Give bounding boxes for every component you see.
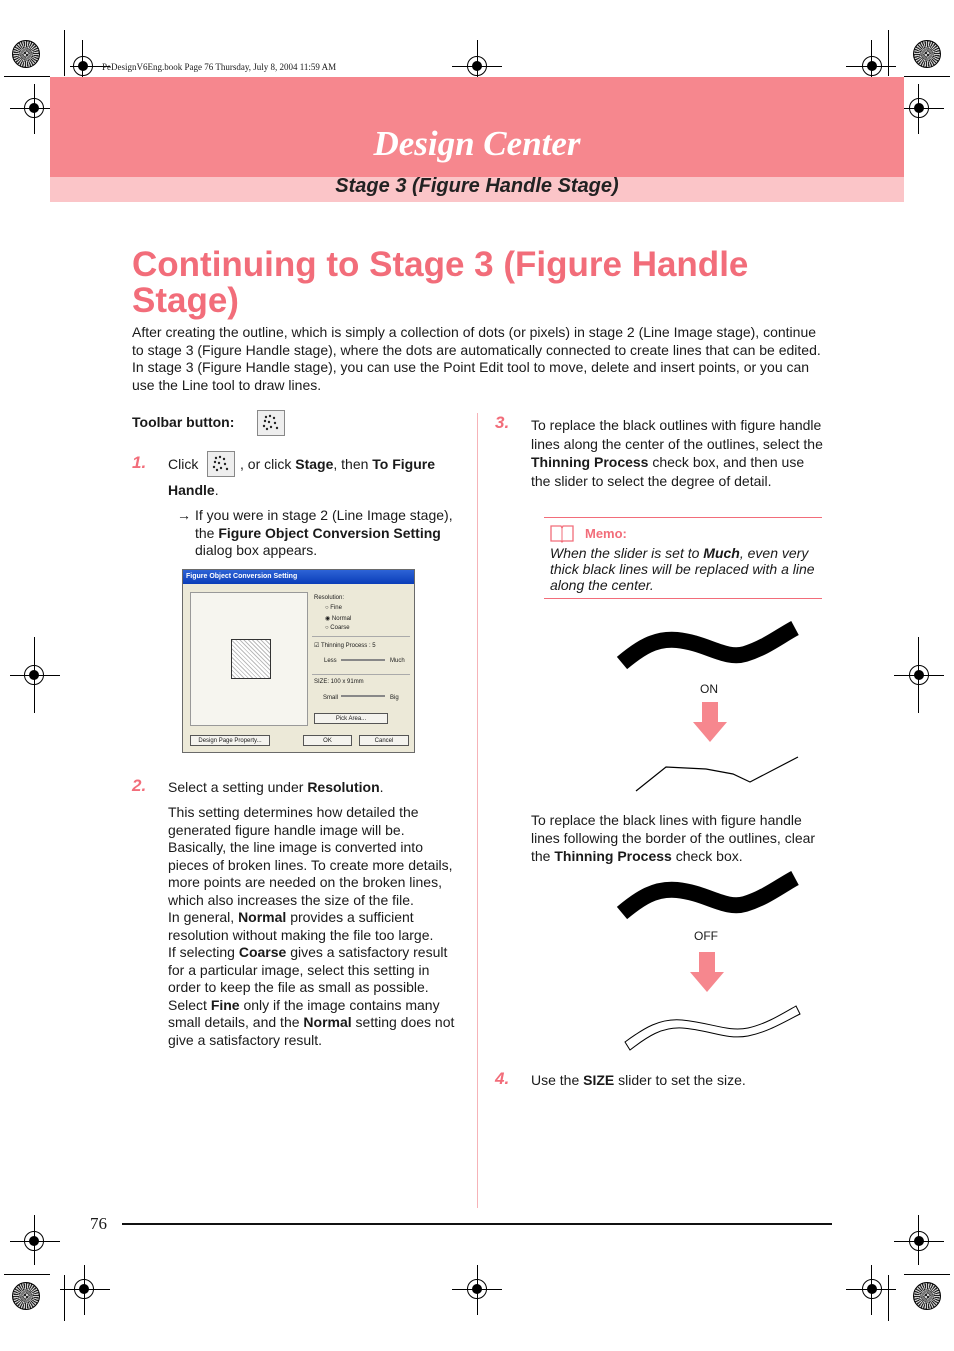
much-label: Much [390, 658, 405, 664]
step-1-text-line2: Handle. [168, 482, 219, 498]
page-number: 76 [90, 1214, 107, 1233]
step-4-text: Use the SIZE slider to set the size. [531, 1072, 746, 1088]
step-4-number: 4. [495, 1069, 510, 1088]
step-3-off-text: To replace the black lines with figure handle lines following the border of the outlines, clear the Thinning Process check box. [531, 812, 816, 864]
preview-thumbnail [231, 639, 271, 679]
thinning-process-checkbox[interactable]: ☑ Thinning Process : 5 [314, 643, 376, 649]
resolution-label: Resolution: [314, 595, 345, 601]
banner-subtitle: Stage 3 (Figure Handle Stage) [335, 175, 619, 197]
registration-rosette-bl [12, 1282, 40, 1310]
thinning-slider[interactable] [341, 659, 385, 661]
registration-rosette-tr [913, 40, 941, 68]
ok-button[interactable]: OK [303, 735, 352, 746]
small-label: Small [323, 695, 339, 701]
memo-bottom-rule [544, 598, 822, 599]
dialog-title: Figure Object Conversion Setting [183, 570, 414, 584]
radio-coarse[interactable]: ○ Coarse [325, 625, 350, 631]
step-2-number: 2. [132, 776, 147, 795]
column-divider [477, 413, 478, 1208]
intro-paragraph: After creating the outline, which is simply a collection of dots (or pixels) in stage 2 (Line Image stage), continue to stage 3 (Figure Handle stage), where the dots are automatically connected to create lines that can be edited. In stage 3 (Figure Handle stage), you can use the Point Edit tool to move, delete and insert points, or you can use the Line tool to draw lines. [132, 324, 821, 393]
step-2-text: Select a setting under Resolution. [168, 779, 384, 795]
thinned-line-illustration [633, 752, 803, 796]
figure-object-conversion-dialog [182, 569, 415, 753]
arrow-down-icon [690, 952, 724, 992]
dialog-preview-pane [190, 592, 308, 726]
banner-title: Design Center [373, 124, 581, 163]
step-2-para-4: Select Fine only if the image contains many small details, and the Normal setting does not give a satisfactory result. [168, 996, 455, 1048]
pick-area-button[interactable]: Pick Area... [314, 713, 388, 724]
file-header: PeDesignV6Eng.book Page 76 Thursday, July 8, 2004 11:59 AM [102, 62, 337, 72]
footer-rule [122, 1223, 832, 1225]
thick-stroke-illustration-on [615, 618, 801, 674]
outline-border-illustration [620, 1000, 802, 1056]
step-2-para-3: If selecting Coarse gives a satisfactory result for a particular image, select this setting in order to keep the file as small as possible. [168, 944, 448, 995]
less-label: Less [324, 658, 337, 664]
step-1-number: 1. [132, 453, 147, 472]
cancel-button[interactable]: Cancel [359, 735, 409, 746]
memo-text: When the slider is set to Much, even very thick black lines will be replaced with a line along the center. [550, 545, 815, 593]
step-2-explanation [168, 804, 460, 1049]
step-1-text: Click [168, 456, 199, 472]
radio-fine[interactable]: ○ Fine [325, 605, 342, 611]
memo-label: Memo: [585, 526, 627, 541]
size-label: SIZE: 100 x 91mm [314, 679, 364, 685]
step-1-subnote: If you were in stage 2 (Line Image stage), the Figure Object Conversion Setting dialog box appears. [195, 507, 453, 558]
page-title: Continuing to Stage 3 (Figure Handle Stage) [132, 245, 749, 320]
thick-stroke-illustration-off [615, 868, 801, 924]
design-page-property-button[interactable]: Design Page Property... [190, 735, 270, 746]
step-2-para-1: This setting determines how detailed the generated figure handle image will be. Basically, the line image is converted into pieces of broken lines. To create more details, more points are needed on the broken lines, which also increases the size of the file. [168, 804, 453, 908]
registration-rosette-tl [12, 40, 40, 68]
radio-normal[interactable]: ◉ Normal [325, 616, 352, 622]
step-1-text-cont: , or click Stage, then To Figure [240, 456, 436, 472]
toolbar-label: Toolbar button: [132, 414, 235, 430]
step-1-toolbar-icon[interactable] [207, 451, 235, 477]
dots-icon [211, 455, 231, 473]
arrow-down-icon [693, 702, 727, 742]
step-3-text: To replace the black outlines with figure handle lines along the center of the outlines, select the Thinning Process check box, and then use the slider to select the degree of detail. [531, 417, 823, 489]
dots-icon [261, 414, 281, 432]
off-label: OFF [694, 929, 718, 943]
step-3-number: 3. [495, 413, 510, 432]
figure-handle-toolbar-icon[interactable] [257, 410, 285, 436]
memo-top-rule [544, 517, 822, 518]
step-1-arrow: → [177, 507, 191, 523]
on-label: ON [700, 682, 718, 696]
size-slider[interactable] [341, 695, 385, 697]
big-label: Big [390, 695, 399, 701]
step-2-para-2: In general, Normal provides a sufficient resolution without making the file too large. [168, 909, 434, 943]
registration-rosette-br [913, 1282, 941, 1310]
